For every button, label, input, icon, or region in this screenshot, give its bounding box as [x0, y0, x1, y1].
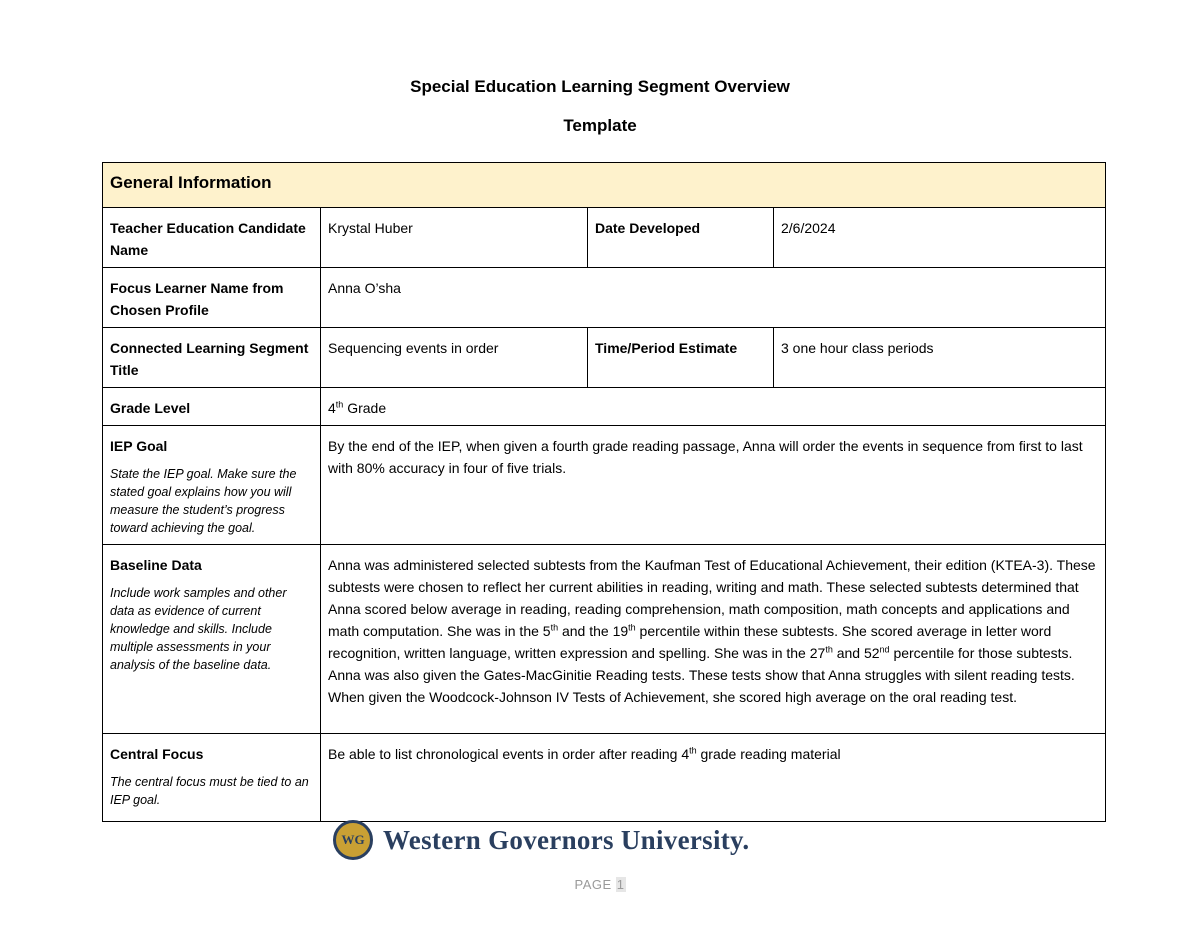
baseline-text: Anna was administered selected subtests from the Kaufman Test of Educational Achievement, their edition (KTEA-3). These subtests were chosen to reflect her current abilities in reading, writing and math. These selected subtests determined that Anna scored below average in reading, reading comprehension, math composition, math concepts and applications and math computation. She was in the 5 [328, 557, 1096, 639]
segment-title-value[interactable]: Sequencing events in order [321, 328, 588, 388]
central-focus-label: Central Focus [110, 746, 204, 762]
baseline-data-value[interactable] [321, 545, 1106, 734]
baseline-text: and the 19 [558, 623, 629, 639]
teacher-name-value[interactable]: Krystal Huber [321, 208, 588, 268]
central-focus-cell [103, 734, 321, 822]
table-row [103, 426, 1106, 545]
page-number-value: 1 [616, 877, 625, 892]
table-row [103, 208, 1106, 268]
segment-title-label: Connected Learning Segment Title [103, 328, 321, 388]
date-developed-value[interactable]: 2/6/2024 [774, 208, 1106, 268]
iep-goal-value[interactable]: By the end of the IEP, when given a fourth grade reading passage, Anna will order the events in sequence from first to last with 80% accuracy in four of five trials. [321, 426, 1106, 545]
baseline-data-cell [103, 545, 321, 734]
focus-text: grade reading material [696, 746, 841, 762]
iep-goal-cell [103, 426, 321, 545]
ordinal-suffix: th [550, 622, 559, 633]
ordinal-suffix: nd [879, 644, 890, 655]
document-subtitle: Template [563, 116, 637, 135]
document-title: Special Education Learning Segment Overview [410, 77, 790, 96]
baseline-text: percentile within these subtests. She scored average in letter word recognition, written language, written expression and spelling. She was in the 27 [328, 623, 1052, 661]
baseline-text: percentile for those subtests. Anna was also given the Gates-MacGinitie Reading tests. These tests show that Anna struggles with silent reading tests. When given the Woodcock-Johnson IV Tests of Achievement, she scored high average on the oral reading test. [328, 645, 1075, 705]
iep-goal-hint: State the IEP goal. Make sure the stated goal explains how you will measure the student’s progress toward achieving the goal. [110, 467, 297, 535]
grade-suffix: th [335, 399, 344, 410]
iep-goal-label: IEP Goal [110, 438, 168, 454]
wordmark-mark: . [742, 824, 750, 855]
grade-number: 4 [328, 400, 336, 416]
table-row [103, 388, 1106, 426]
focus-learner-label: Focus Learner Name from Chosen Profile [103, 268, 321, 328]
focus-learner-value[interactable]: Anna O’sha [321, 268, 1106, 328]
focus-text: Be able to list chronological events in order after reading 4 [328, 746, 690, 762]
wgu-seal-icon: WG [333, 820, 373, 860]
teacher-name-label: Teacher Education Candidate Name [103, 208, 321, 268]
table-header-row [103, 163, 1106, 208]
table-row [103, 268, 1106, 328]
date-developed-label: Date Developed [588, 208, 774, 268]
table-row [103, 328, 1106, 388]
wordmark-text: Western Governors University [383, 824, 743, 855]
grade-level-value[interactable] [321, 388, 1106, 426]
table-row [103, 734, 1106, 822]
page-label: PAGE [574, 877, 616, 892]
ordinal-suffix: th [825, 644, 833, 655]
ordinal-suffix: th [628, 622, 636, 633]
wgu-wordmark [383, 825, 749, 856]
section-header: General Information [103, 163, 1106, 208]
time-estimate-value[interactable]: 3 one hour class periods [774, 328, 1106, 388]
baseline-data-hint: Include work samples and other data as evidence of current knowledge and skills. Include multiple assessments in your analysis of the baseline data. [110, 586, 287, 672]
central-focus-value[interactable] [321, 734, 1106, 822]
table-row [103, 545, 1106, 734]
general-information-table [102, 162, 1106, 822]
grade-word: Grade [343, 400, 387, 416]
ordinal-suffix: th [689, 745, 697, 756]
time-estimate-label: Time/Period Estimate [588, 328, 774, 388]
central-focus-hint: The central focus must be tied to an IEP goal. [110, 775, 309, 807]
baseline-data-label: Baseline Data [110, 557, 202, 573]
wgu-logo [333, 818, 749, 862]
baseline-text: and 52 [832, 645, 880, 661]
page-number [0, 877, 1200, 892]
grade-level-label: Grade Level [103, 388, 321, 426]
